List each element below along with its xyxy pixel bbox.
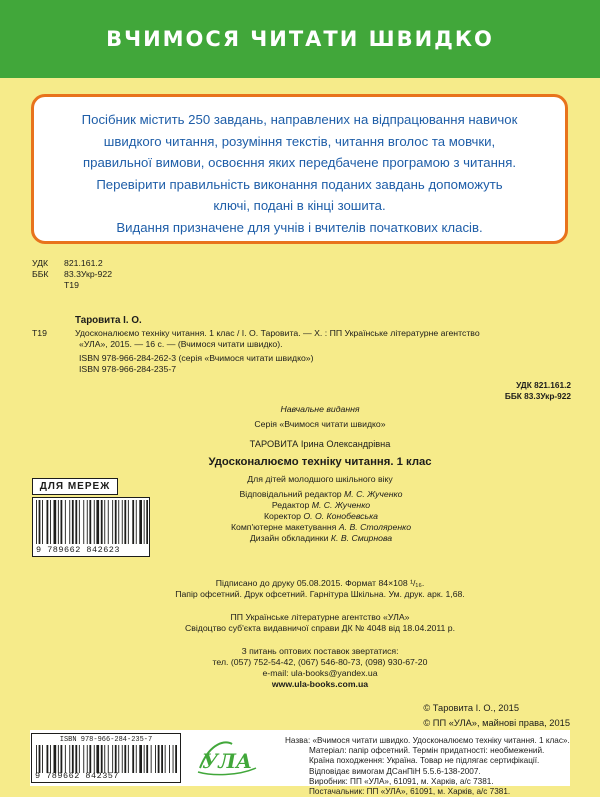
book-title: Удосконалюємо техніку читання. 1 клас <box>208 456 432 468</box>
annotation-line: Перевірити правильність виконання поданих завдань допоможуть <box>96 176 503 192</box>
edition-type: Навчальне видання <box>280 404 360 414</box>
print-line: Папір офсетний. Друк офсетний. Гарнітура Шкільна. Ум. друк. арк. 1,68. <box>175 589 465 599</box>
credit-role: Редактор <box>271 500 310 510</box>
author-sign: Т19 <box>64 280 79 290</box>
product-barcode <box>31 733 181 783</box>
bbk-value: 83.3Укр-922 <box>64 269 113 279</box>
series-title: ВЧИМОСЯ ЧИТАТИ ШВИДКО <box>106 27 494 51</box>
credit-line <box>196 489 446 500</box>
right-catalog-codes <box>505 380 571 402</box>
annotation-box <box>31 94 568 244</box>
catalog-author: Таровита І. О. <box>75 315 142 326</box>
author-full-name: ТАРОВИТА Ірина Олександрівна <box>249 439 391 449</box>
product-line: Відповідає вимогам ДСанПіН 5.5.6-138-2007. <box>309 766 481 776</box>
annotation-line: правильної вимови, освоєння яких передбачене програмою з читання. <box>82 155 517 170</box>
publisher-line: ПП Українське літературне агентство «УЛА» <box>230 612 410 622</box>
publisher-line: Свідоцтво суб'єкта видавничої справи ДК № 4048 від 18.04.2011 р. <box>184 623 456 633</box>
right-udk: УДК 821.161.2 <box>516 380 571 390</box>
barcode-number: 9 789662 842357 <box>35 771 120 781</box>
credit-role: Коректор <box>263 511 301 521</box>
credit-line <box>196 522 446 533</box>
logo-text: УЛА <box>202 749 253 773</box>
credit-name: А. В. Столяренко <box>338 522 412 532</box>
contact-line: тел. (057) 752-54-42, (067) 546-80-73, (098) 930-67-20 <box>212 657 428 667</box>
barcode-bars-icon <box>36 500 148 544</box>
product-line: Матеріал: папір офсетний. Термін придатності: необмежений. <box>309 746 545 756</box>
barcode-isbn: ISBN 978-966-284-235-7 <box>59 736 153 744</box>
barcode-bars-icon <box>36 745 178 773</box>
bbk-label: ББК <box>32 269 49 279</box>
udk-label: УДК <box>32 258 49 268</box>
contact-line: e-mail: ula-books@yandex.ua <box>262 668 378 678</box>
copyright-line: © Таровита І. О., 2015 <box>423 703 519 713</box>
print-line: Підписано до друку 05.08.2015. Формат 84×108 ¹/₁₆. <box>215 578 425 588</box>
isbn-line: ISBN 978-966-284-262-3 (серія «Вчимося читати швидко») <box>79 353 314 363</box>
credit-role: Комп'ютерне макетування <box>230 522 337 532</box>
product-line: Країна походження: Україна. Товар не підлягає сертифікації. <box>309 756 540 766</box>
credit-name: О. О. Конобевська <box>303 511 379 521</box>
catalog-codes <box>32 258 192 291</box>
contact-details <box>160 646 480 690</box>
credit-role: Відповідальний редактор <box>239 489 342 499</box>
audience-line: Для дітей молодшого шкільного віку <box>247 474 393 484</box>
copyright-line: © ПП «УЛА», майнові права, 2015 <box>423 718 570 728</box>
isbn-line: ISBN 978-966-284-235-7 <box>79 364 177 374</box>
credit-role: Дизайн обкладинки <box>249 533 329 543</box>
product-line: Постачальник: ПП «УЛА», 61091, м. Харків, а/с 7381. <box>309 787 511 797</box>
credit-name: М. С. Жученко <box>344 489 403 499</box>
biblio-line: «УЛА», 2015. — 16 с. — (Вчимося читати швидко). <box>79 339 283 349</box>
contact-line: З питань оптових поставок звертатися: <box>241 646 399 656</box>
barcode-number: 9 789662 842623 <box>36 545 121 555</box>
udk-value: 821.161.2 <box>64 258 103 268</box>
credit-line <box>196 533 446 544</box>
print-details <box>160 578 480 600</box>
series-barcode <box>32 497 150 557</box>
ula-logo-icon <box>192 738 262 780</box>
annotation-line: Посібник містить 250 завдань, направлених на відпрацювання навичок <box>81 112 518 127</box>
credits <box>196 489 446 544</box>
credit-name: М. С. Жученко <box>311 500 371 510</box>
series-banner <box>0 0 600 78</box>
author-sign-2: Т19 <box>32 328 47 338</box>
credit-line <box>196 511 446 522</box>
right-bbk: ББК 83.3Укр-922 <box>504 391 571 401</box>
biblio-line: Удосконалюємо техніку читання. 1 клас / І. О. Таровита. — Х. : ПП Українське літературне агентство <box>75 328 480 338</box>
bibliographic-record <box>75 328 585 375</box>
annotation-line: ключі, подані в кінці зошита. <box>213 198 386 213</box>
product-info <box>285 736 568 797</box>
product-line: Виробник: ПП «УЛА», 61091, м. Харків, а/с 7381. <box>309 776 494 786</box>
annotation-line: швидкого читання, розуміння текстів, читання вголос та мовчки, <box>103 133 496 149</box>
credit-name: К. В. Смирнова <box>330 533 393 543</box>
series-line: Серія «Вчимося читати швидко» <box>254 419 386 429</box>
annotation-line: Видання призначене для учнів і вчителів початкових класів. <box>116 219 483 235</box>
product-line: Назва: «Вчимося читати швидко. Удосконалюємо техніку читання. 1 клас». <box>285 736 570 745</box>
publisher-details <box>160 612 480 634</box>
copyright-block <box>423 701 570 731</box>
credit-line <box>196 500 446 511</box>
network-label: ДЛЯ МЕРЕЖ <box>32 478 118 495</box>
website-link[interactable]: www.ula-books.com.ua <box>271 679 369 689</box>
